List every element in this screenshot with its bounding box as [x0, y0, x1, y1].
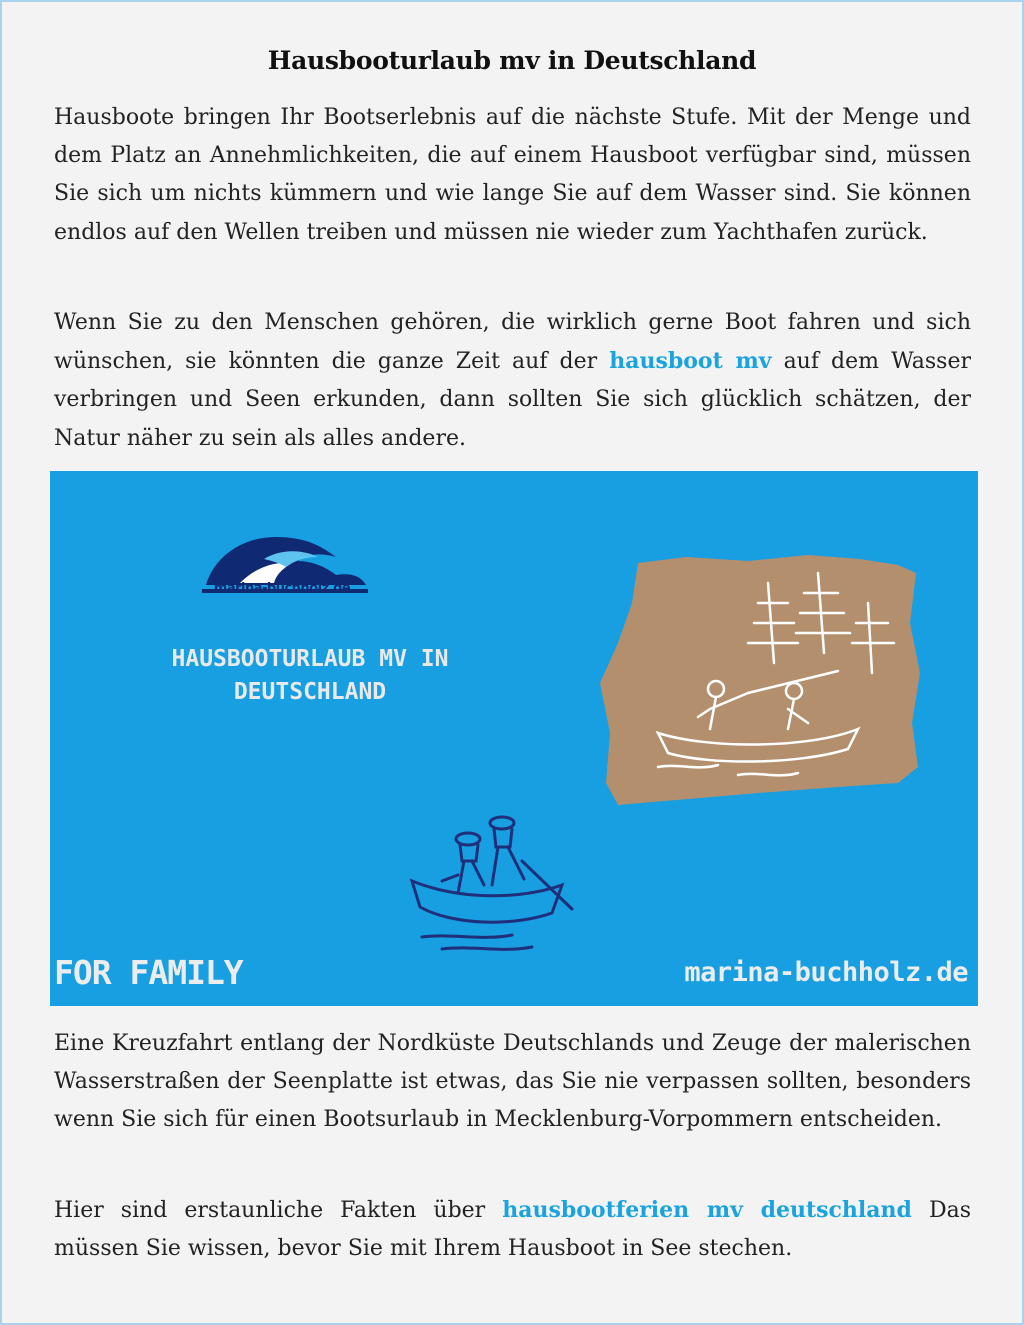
- for-family-label: FOR FAMILY: [54, 953, 243, 992]
- paragraph-facts: [54, 1191, 971, 1268]
- banner-domain-label: marina-buchholz.de: [684, 957, 968, 988]
- paragraph-boat-lovers: [54, 304, 971, 458]
- page-title: Hausbooturlaub mv in Deutschland: [267, 46, 757, 75]
- paragraph-cruise: Eine Kreuzfahrt entlang der Nordküste Deutschlands und Zeuge der malerischen Wasserstraßen der Seenplatte ist etwas, das Sie nie verpassen sollten, besonders wenn Sie sich für einen Bootsurlaub in Mecklenburg-Vorpommern entscheiden.: [54, 1031, 971, 1133]
- paragraph-intro: Hausboote bringen Ihr Bootserlebnis auf die nächste Stufe. Mit der Menge und dem Platz an Annehmlichkeiten, die auf einem Hausboot verfügbar sind, müssen Sie sich um nichts kümmern und wie lange Sie auf dem Wasser sind. Sie können endlos auf den Wellen treiben und müssen nie wieder zum Yachthafen zurück.: [54, 105, 971, 245]
- logo-text: marina-buchholz.de: [213, 581, 351, 596]
- hausboot-mv-link[interactable]: hausboot mv: [609, 348, 772, 375]
- hausbootferien-link[interactable]: hausbootferien mv deutschland: [502, 1197, 912, 1223]
- promo-banner-image: [50, 471, 978, 1006]
- banner-headline-line1: HAUSBOOTURLAUB MV IN: [171, 646, 449, 672]
- paragraph-text: Wenn Sie zu den Menschen gehören, die wirklich gerne Boot fahren und sich wünschen, sie könnten die ganze Zeit auf der: [54, 310, 971, 375]
- banner-headline: [145, 643, 475, 709]
- banner-headline-line2: DEUTSCHLAND: [233, 679, 387, 705]
- paragraph-text: auf dem Wasser verbringen und Seen erkunden, dann sollten Sie sich glücklich schätzen, der Natur näher zu sein als alles andere.: [54, 349, 971, 451]
- paragraph-text: Das müssen Sie wissen, bevor Sie mit Ihrem Hausboot in See stechen.: [54, 1198, 971, 1262]
- paper-canoe-illustration: [598, 553, 930, 813]
- paragraph-text: Hier sind erstaunliche Fakten über: [54, 1198, 503, 1223]
- blue-canoe-sketch: [402, 789, 582, 964]
